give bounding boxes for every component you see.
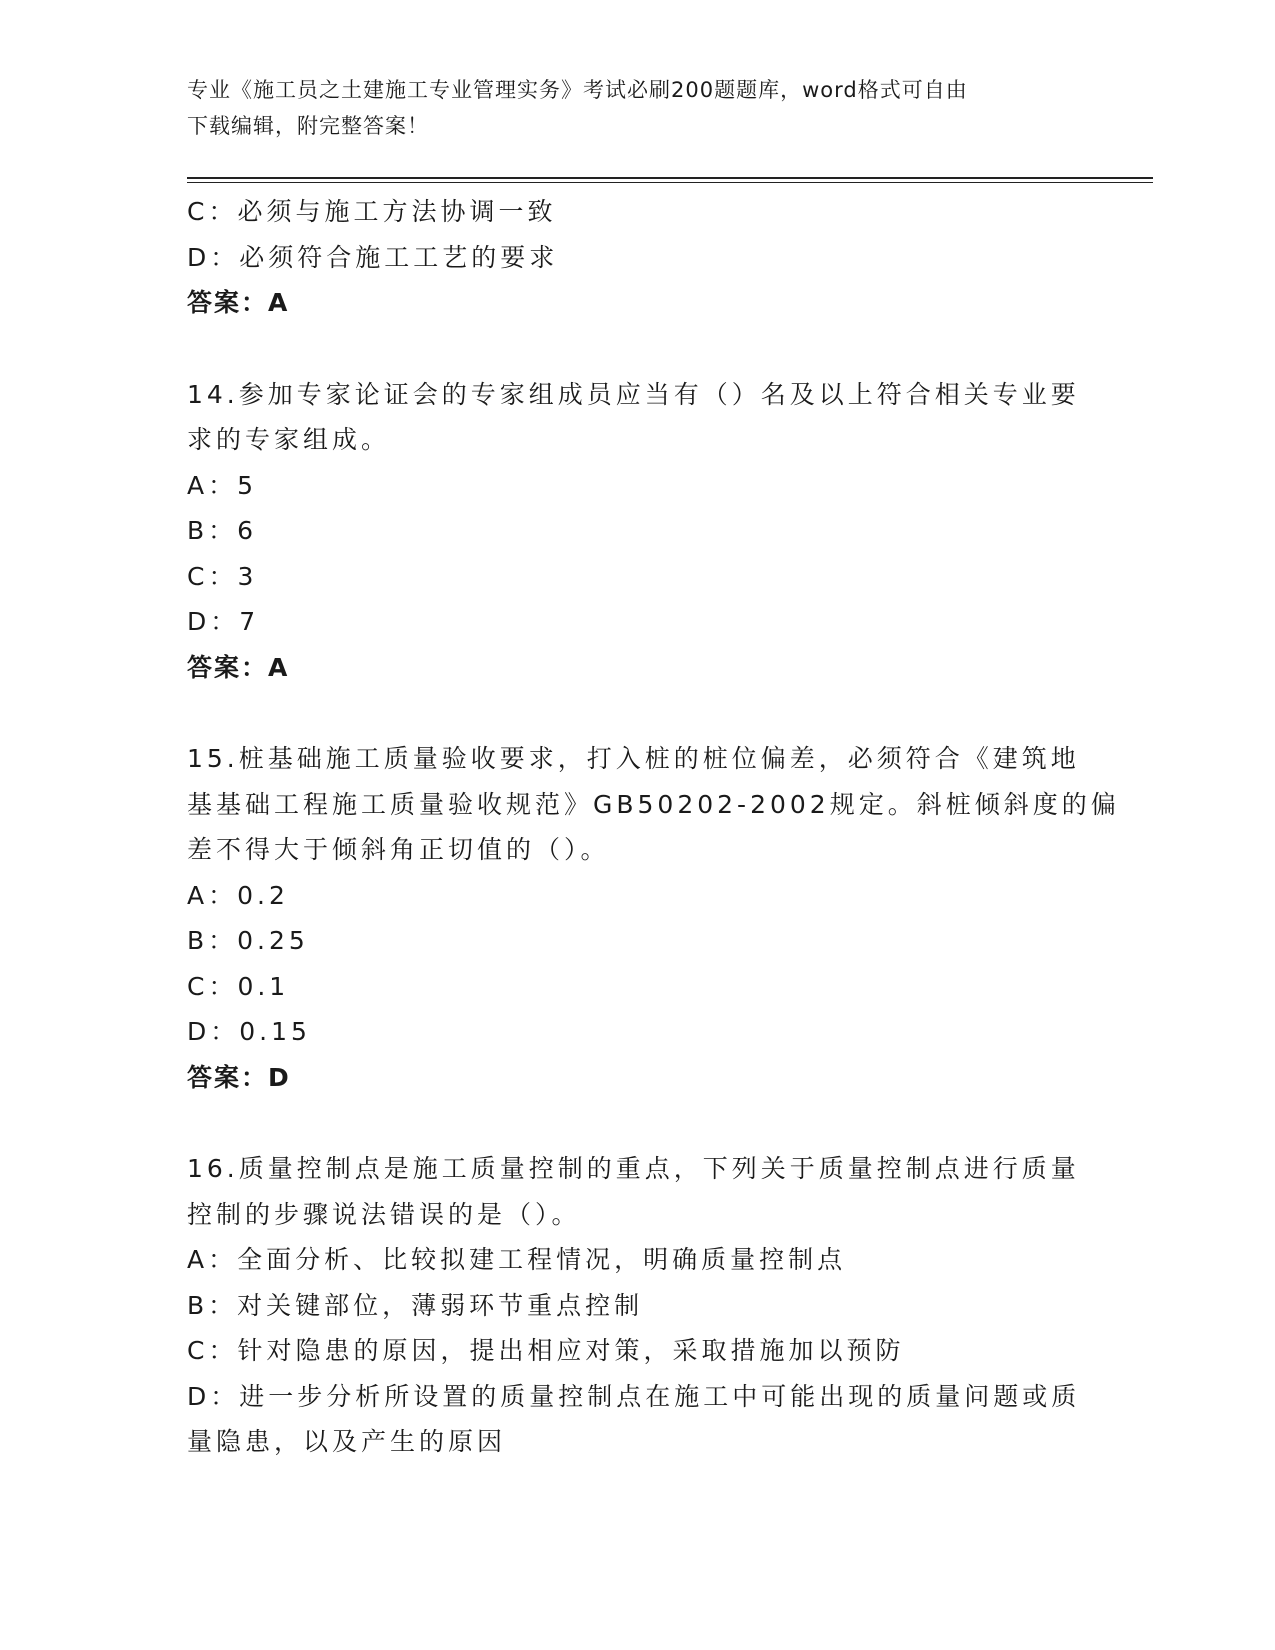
header-divider bbox=[187, 182, 1153, 183]
spacer bbox=[187, 690, 1067, 736]
option-b: B：对关键部位，薄弱环节重点控制 bbox=[187, 1290, 644, 1320]
option-d: D：7 bbox=[187, 607, 260, 636]
document-header bbox=[187, 72, 1067, 144]
option-d-continued: 量隐患，以及产生的原因 bbox=[187, 1427, 507, 1456]
option-a: A：0.2 bbox=[187, 880, 289, 910]
answer-line: 答案：A bbox=[187, 288, 290, 317]
question-text: 基基础工程施工质量验收规范》GB50202-2002规定。斜桩倾斜度的偏 bbox=[187, 789, 1120, 819]
option-b: B：6 bbox=[187, 516, 258, 545]
spacer bbox=[187, 326, 1067, 372]
option-a: A：全面分析、比较拟建工程情况，明确质量控制点 bbox=[187, 1245, 847, 1274]
answer-line: 答案：A bbox=[187, 652, 290, 682]
header-divider bbox=[187, 177, 1153, 179]
option-a: A：5 bbox=[187, 470, 258, 500]
header-line: 下载编辑，附完整答案！ bbox=[187, 114, 429, 138]
option-c: C：必须与施工方法协调一致 bbox=[187, 197, 557, 226]
option-c: C：针对隐患的原因，提出相应对策，采取措施加以预防 bbox=[187, 1336, 905, 1365]
option-d: D：必须符合施工工艺的要求 bbox=[187, 242, 559, 272]
spacer bbox=[187, 1100, 1067, 1146]
document-body bbox=[187, 189, 1120, 1465]
option-d: D：0.15 bbox=[187, 1017, 311, 1046]
question-text: 16.质量控制点是施工质量控制的重点，下列关于质量控制点进行质量 bbox=[187, 1154, 1080, 1183]
question-text: 差不得大于倾斜角正切值的（）。 bbox=[187, 835, 610, 864]
question-text: 14.参加专家论证会的专家组成员应当有（）名及以上符合相关专业要 bbox=[187, 379, 1080, 409]
question-block bbox=[187, 1146, 1081, 1465]
question-text: 控制的步骤说法错误的是（）。 bbox=[187, 1199, 581, 1229]
question-block bbox=[187, 189, 1067, 326]
option-b: B：0.25 bbox=[187, 926, 309, 955]
option-d: D：进一步分析所设置的质量控制点在施工中可能出现的质量问题或质 bbox=[187, 1381, 1081, 1411]
answer-line: 答案：D bbox=[187, 1062, 291, 1092]
question-block bbox=[187, 372, 1080, 691]
question-block bbox=[187, 736, 1120, 1100]
question-text: 15.桩基础施工质量验收要求，打入桩的桩位偏差，必须符合《建筑地 bbox=[187, 744, 1080, 773]
header-line: 专业《施工员之土建施工专业管理实务》考试必刷200题题库，word格式可自由 bbox=[187, 78, 968, 102]
option-c: C：3 bbox=[187, 561, 258, 591]
option-c: C：0.1 bbox=[187, 971, 290, 1001]
question-text: 求的专家组成。 bbox=[187, 425, 391, 454]
